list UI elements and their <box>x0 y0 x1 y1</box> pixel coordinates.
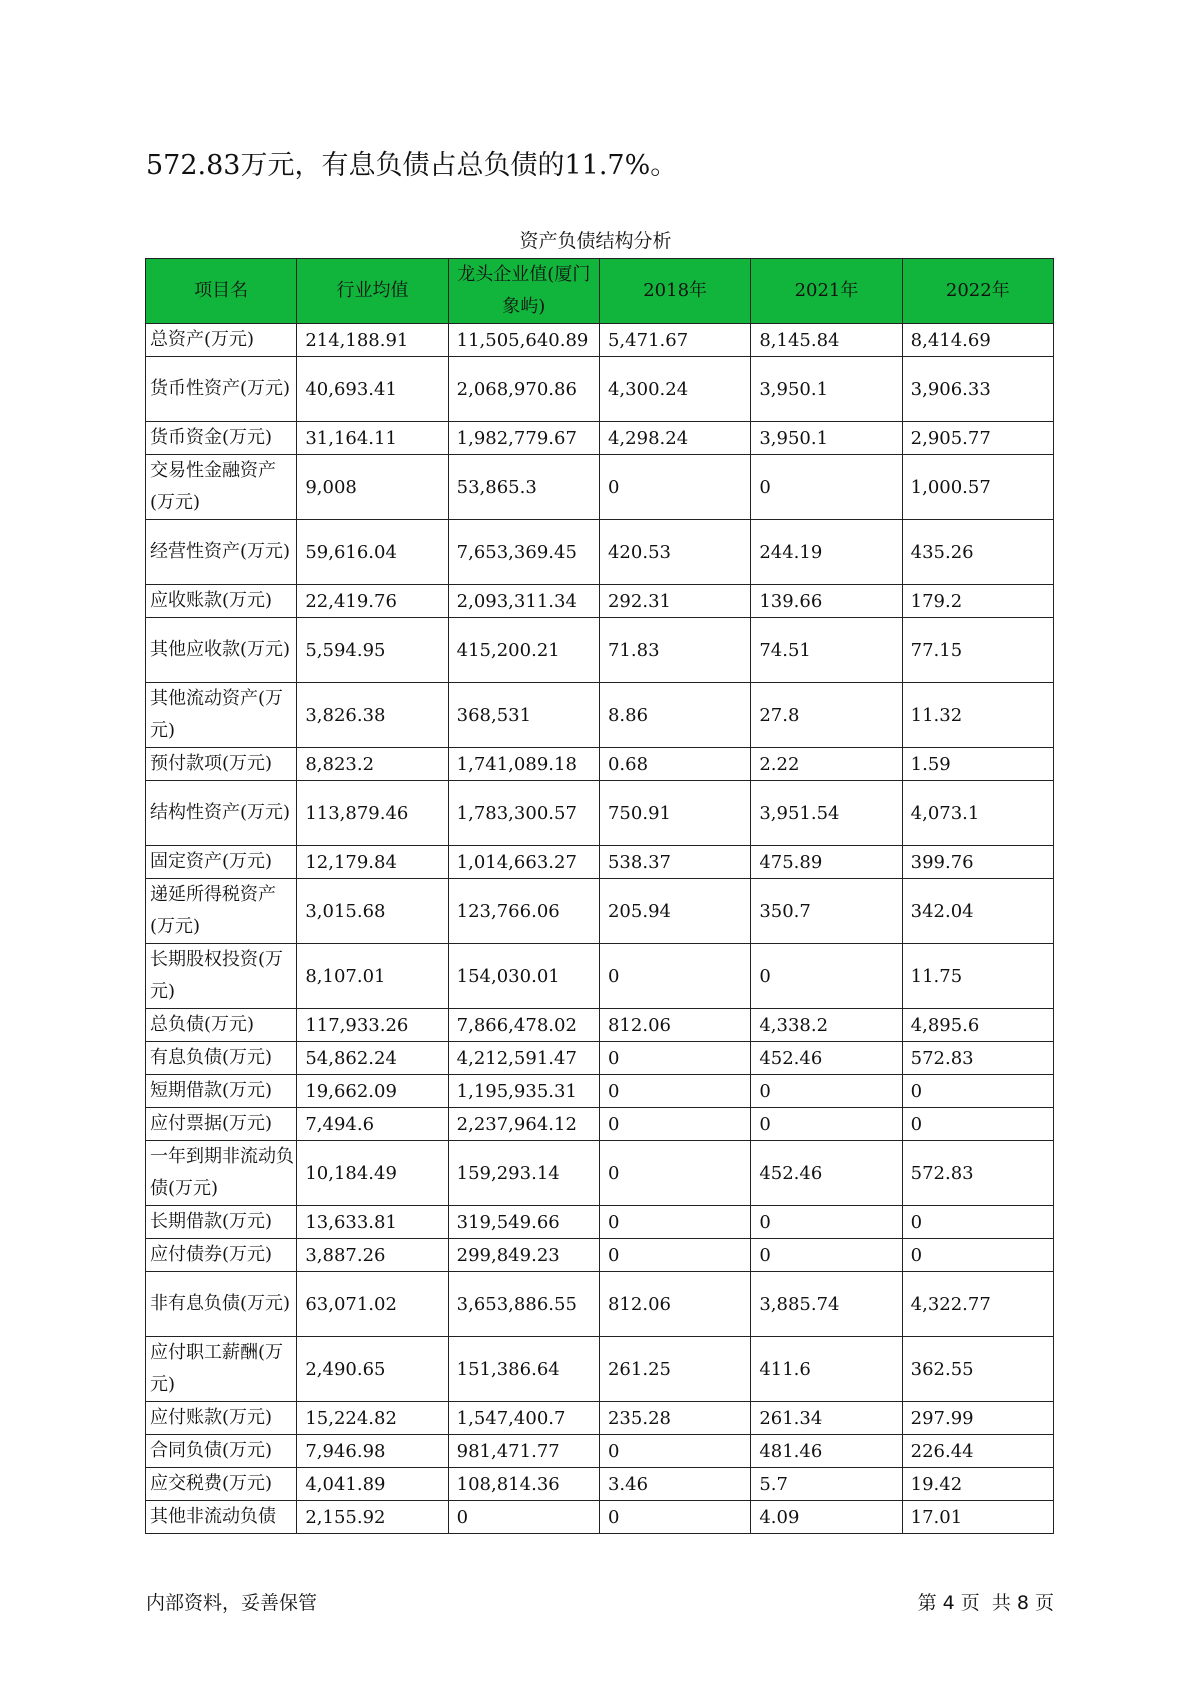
header-cell: 2021年 <box>751 259 902 324</box>
table-cell: 59,616.04 <box>297 520 448 585</box>
table-cell: 0 <box>751 1239 902 1272</box>
table-cell: 0 <box>599 1042 750 1075</box>
balance-sheet-table <box>145 258 1054 1534</box>
table-cell: 1,741,089.18 <box>448 748 599 781</box>
row-label: 总负债(万元) <box>146 1009 297 1042</box>
row-label: 其他应收款(万元) <box>146 618 297 683</box>
table-cell: 2,093,311.34 <box>448 585 599 618</box>
table-cell: 108,814.36 <box>448 1468 599 1501</box>
table-cell: 117,933.26 <box>297 1009 448 1042</box>
table-row <box>146 944 1054 1009</box>
table-row <box>146 683 1054 748</box>
table-row <box>146 781 1054 846</box>
table-row <box>146 1272 1054 1337</box>
table-cell: 435.26 <box>902 520 1053 585</box>
table-cell: 63,071.02 <box>297 1272 448 1337</box>
table-cell: 297.99 <box>902 1402 1053 1435</box>
table-row <box>146 879 1054 944</box>
table-cell: 3,906.33 <box>902 357 1053 422</box>
table-cell: 350.7 <box>751 879 902 944</box>
header-cell: 2018年 <box>599 259 750 324</box>
table-row <box>146 455 1054 520</box>
table-cell: 4,212,591.47 <box>448 1042 599 1075</box>
table-cell: 0 <box>902 1075 1053 1108</box>
table-cell: 4,298.24 <box>599 422 750 455</box>
table-row <box>146 618 1054 683</box>
table-cell: 8,823.2 <box>297 748 448 781</box>
table-cell: 3.46 <box>599 1468 750 1501</box>
table-row <box>146 1141 1054 1206</box>
table-cell: 17.01 <box>902 1501 1053 1534</box>
table-cell: 1,195,935.31 <box>448 1075 599 1108</box>
table-cell: 420.53 <box>599 520 750 585</box>
row-label: 结构性资产(万元) <box>146 781 297 846</box>
row-label: 预付款项(万元) <box>146 748 297 781</box>
table-cell: 205.94 <box>599 879 750 944</box>
table-cell: 0 <box>751 1206 902 1239</box>
table-cell: 2,068,970.86 <box>448 357 599 422</box>
row-label: 其他非流动负债 <box>146 1501 297 1534</box>
table-cell: 1,014,663.27 <box>448 846 599 879</box>
intro-paragraph: 572.83万元，有息负债占总负债的11.7%。 <box>146 150 678 181</box>
header-cell: 龙头企业值(厦门象屿) <box>448 259 599 324</box>
table-cell: 10,184.49 <box>297 1141 448 1206</box>
table-cell: 0 <box>599 1108 750 1141</box>
table-cell: 31,164.11 <box>297 422 448 455</box>
footer-page-number: 第 4 页 共 8 页 <box>917 1592 1054 1614</box>
table-cell: 2,905.77 <box>902 422 1053 455</box>
table-cell: 4,338.2 <box>751 1009 902 1042</box>
table-cell: 4,073.1 <box>902 781 1053 846</box>
table-cell: 1,783,300.57 <box>448 781 599 846</box>
table-cell: 0 <box>751 1108 902 1141</box>
table-cell: 1.59 <box>902 748 1053 781</box>
table-cell: 368,531 <box>448 683 599 748</box>
table-cell: 7,946.98 <box>297 1435 448 1468</box>
table-cell: 77.15 <box>902 618 1053 683</box>
table-row <box>146 324 1054 357</box>
table-cell: 981,471.77 <box>448 1435 599 1468</box>
table-cell: 2,237,964.12 <box>448 1108 599 1141</box>
table-cell: 11,505,640.89 <box>448 324 599 357</box>
table-cell: 0 <box>751 455 902 520</box>
table-cell: 22,419.76 <box>297 585 448 618</box>
table-cell: 11.75 <box>902 944 1053 1009</box>
table-cell: 3,826.38 <box>297 683 448 748</box>
table-row <box>146 1402 1054 1435</box>
table-cell: 4.09 <box>751 1501 902 1534</box>
table-cell: 19,662.09 <box>297 1075 448 1108</box>
table-cell: 5,471.67 <box>599 324 750 357</box>
table-cell: 4,895.6 <box>902 1009 1053 1042</box>
table-cell: 154,030.01 <box>448 944 599 1009</box>
header-cell: 行业均值 <box>297 259 448 324</box>
table-cell: 481.46 <box>751 1435 902 1468</box>
row-label: 交易性金融资产(万元) <box>146 455 297 520</box>
table-cell: 5,594.95 <box>297 618 448 683</box>
table-cell: 15,224.82 <box>297 1402 448 1435</box>
table-cell: 261.34 <box>751 1402 902 1435</box>
table-cell: 159,293.14 <box>448 1141 599 1206</box>
table-cell: 0.68 <box>599 748 750 781</box>
row-label: 总资产(万元) <box>146 324 297 357</box>
table-row <box>146 748 1054 781</box>
table-cell: 750.91 <box>599 781 750 846</box>
row-label: 短期借款(万元) <box>146 1075 297 1108</box>
table-cell: 53,865.3 <box>448 455 599 520</box>
table-cell: 452.46 <box>751 1141 902 1206</box>
row-label: 应付票据(万元) <box>146 1108 297 1141</box>
table-cell: 54,862.24 <box>297 1042 448 1075</box>
table-cell: 475.89 <box>751 846 902 879</box>
table-row <box>146 1501 1054 1534</box>
table-cell: 71.83 <box>599 618 750 683</box>
table-cell: 74.51 <box>751 618 902 683</box>
table-cell: 3,015.68 <box>297 879 448 944</box>
table-cell: 812.06 <box>599 1272 750 1337</box>
table-row <box>146 1435 1054 1468</box>
table-cell: 0 <box>599 1435 750 1468</box>
table-cell: 151,386.64 <box>448 1337 599 1402</box>
table-cell: 0 <box>751 1075 902 1108</box>
table-cell: 27.8 <box>751 683 902 748</box>
table-cell: 9,008 <box>297 455 448 520</box>
table-cell: 7,494.6 <box>297 1108 448 1141</box>
table-row <box>146 1206 1054 1239</box>
table-cell: 3,950.1 <box>751 357 902 422</box>
row-label: 应收账款(万元) <box>146 585 297 618</box>
table-cell: 0 <box>599 944 750 1009</box>
table-cell: 8.86 <box>599 683 750 748</box>
table-cell: 3,951.54 <box>751 781 902 846</box>
table-cell: 319,549.66 <box>448 1206 599 1239</box>
table-cell: 235.28 <box>599 1402 750 1435</box>
table-cell: 261.25 <box>599 1337 750 1402</box>
table-row <box>146 357 1054 422</box>
table-row <box>146 585 1054 618</box>
table-cell: 362.55 <box>902 1337 1053 1402</box>
table-cell: 13,633.81 <box>297 1206 448 1239</box>
table-cell: 299,849.23 <box>448 1239 599 1272</box>
table-cell: 2,490.65 <box>297 1337 448 1402</box>
table-cell: 8,414.69 <box>902 324 1053 357</box>
table-cell: 572.83 <box>902 1042 1053 1075</box>
row-label: 一年到期非流动负债(万元) <box>146 1141 297 1206</box>
row-label: 货币资金(万元) <box>146 422 297 455</box>
row-label: 应付债券(万元) <box>146 1239 297 1272</box>
row-label: 合同负债(万元) <box>146 1435 297 1468</box>
table-cell: 292.31 <box>599 585 750 618</box>
table-cell: 214,188.91 <box>297 324 448 357</box>
table-cell: 139.66 <box>751 585 902 618</box>
table-cell: 226.44 <box>902 1435 1053 1468</box>
table-cell: 3,887.26 <box>297 1239 448 1272</box>
table-cell: 812.06 <box>599 1009 750 1042</box>
table-cell: 7,866,478.02 <box>448 1009 599 1042</box>
table-cell: 0 <box>599 455 750 520</box>
table-cell: 4,041.89 <box>297 1468 448 1501</box>
table-cell: 0 <box>599 1075 750 1108</box>
table-cell: 7,653,369.45 <box>448 520 599 585</box>
table-cell: 3,885.74 <box>751 1272 902 1337</box>
footer-confidential-note: 内部资料，妥善保管 <box>146 1592 318 1614</box>
table-cell: 0 <box>448 1501 599 1534</box>
table-cell: 0 <box>902 1108 1053 1141</box>
table-cell: 0 <box>599 1239 750 1272</box>
table-row <box>146 1468 1054 1501</box>
table-cell: 399.76 <box>902 846 1053 879</box>
table-cell: 572.83 <box>902 1141 1053 1206</box>
table-row <box>146 1239 1054 1272</box>
table-cell: 19.42 <box>902 1468 1053 1501</box>
table-cell: 1,547,400.7 <box>448 1402 599 1435</box>
row-label: 应交税费(万元) <box>146 1468 297 1501</box>
row-label: 应付职工薪酬(万元) <box>146 1337 297 1402</box>
table-row <box>146 1009 1054 1042</box>
table-cell: 411.6 <box>751 1337 902 1402</box>
table-cell: 2.22 <box>751 748 902 781</box>
row-label: 非有息负债(万元) <box>146 1272 297 1337</box>
table-cell: 0 <box>902 1206 1053 1239</box>
table-cell: 0 <box>902 1239 1053 1272</box>
table-cell: 244.19 <box>751 520 902 585</box>
table-cell: 1,982,779.67 <box>448 422 599 455</box>
row-label: 货币性资产(万元) <box>146 357 297 422</box>
table-cell: 8,145.84 <box>751 324 902 357</box>
header-cell: 项目名 <box>146 259 297 324</box>
table-row <box>146 1108 1054 1141</box>
table-cell: 0 <box>599 1141 750 1206</box>
table-row <box>146 1042 1054 1075</box>
row-label: 长期股权投资(万元) <box>146 944 297 1009</box>
table-row <box>146 1337 1054 1402</box>
row-label: 其他流动资产(万元) <box>146 683 297 748</box>
table-cell: 452.46 <box>751 1042 902 1075</box>
table-cell: 0 <box>599 1206 750 1239</box>
table-cell: 8,107.01 <box>297 944 448 1009</box>
table-caption: 资产负债结构分析 <box>519 230 672 252</box>
table-row <box>146 520 1054 585</box>
table-cell: 123,766.06 <box>448 879 599 944</box>
row-label: 有息负债(万元) <box>146 1042 297 1075</box>
table-cell: 415,200.21 <box>448 618 599 683</box>
header-cell: 2022年 <box>902 259 1053 324</box>
table-cell: 113,879.46 <box>297 781 448 846</box>
table-cell: 5.7 <box>751 1468 902 1501</box>
table-cell: 1,000.57 <box>902 455 1053 520</box>
table-cell: 342.04 <box>902 879 1053 944</box>
row-label: 固定资产(万元) <box>146 846 297 879</box>
table-header-row <box>146 259 1054 324</box>
table-row <box>146 422 1054 455</box>
row-label: 经营性资产(万元) <box>146 520 297 585</box>
table-cell: 3,950.1 <box>751 422 902 455</box>
table-cell: 4,322.77 <box>902 1272 1053 1337</box>
table-cell: 179.2 <box>902 585 1053 618</box>
table-cell: 0 <box>751 944 902 1009</box>
table-cell: 40,693.41 <box>297 357 448 422</box>
table-cell: 3,653,886.55 <box>448 1272 599 1337</box>
row-label: 长期借款(万元) <box>146 1206 297 1239</box>
table-cell: 538.37 <box>599 846 750 879</box>
row-label: 应付账款(万元) <box>146 1402 297 1435</box>
table-cell: 2,155.92 <box>297 1501 448 1534</box>
table-cell: 4,300.24 <box>599 357 750 422</box>
table-cell: 11.32 <box>902 683 1053 748</box>
table-row <box>146 846 1054 879</box>
row-label: 递延所得税资产(万元) <box>146 879 297 944</box>
table-cell: 0 <box>599 1501 750 1534</box>
table-cell: 12,179.84 <box>297 846 448 879</box>
table-row <box>146 1075 1054 1108</box>
